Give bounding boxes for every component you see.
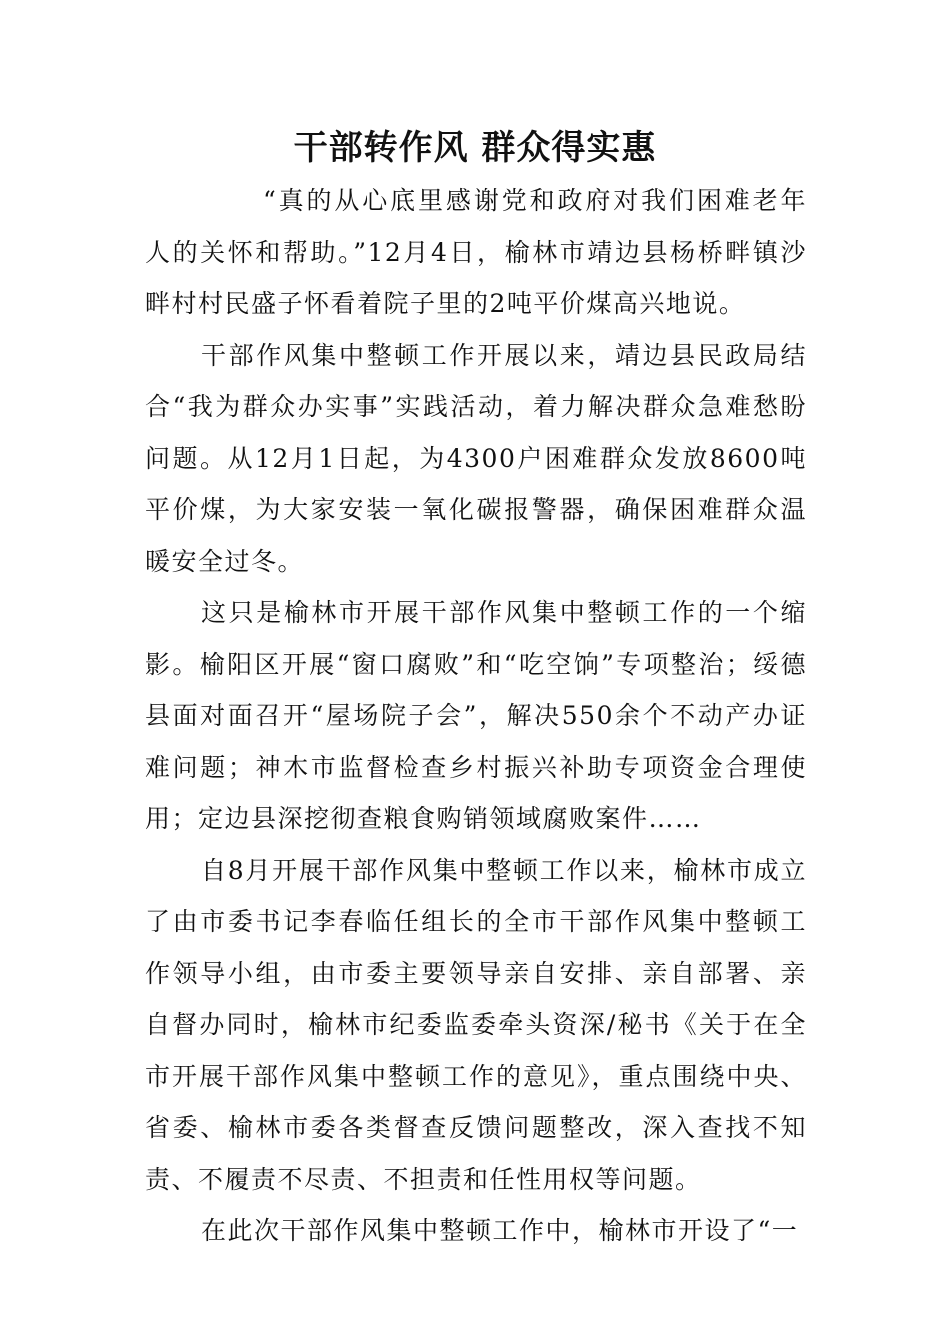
document-body [145,175,807,1257]
paragraph-2: 干部作风集中整顿工作开展以来，靖边县民政局结合“我为群众办实事”实践活动，着力解决群众急难愁盼问题。从12月1日起，为4300户困难群众发放8600吨平价煤，为大家安装一氧化碳报警器，确保困难群众温暖安全过冬。 [145,340,807,576]
paragraph-3: 这只是榆林市开展干部作风集中整顿工作的一个缩影。榆阳区开展“窗口腐败”和“吃空饷”专项整治；绥德县面对面召开“屋场院子会”，解决550余个不动产办证难问题；神木市监督检查乡村振兴补助专项资金合理使用；定边县深挖彻查粮食购销领域腐败案件…… [145,598,807,833]
paragraph-5: 在此次干部作风集中整顿工作中，榆林市开设了“一 [201,1216,799,1245]
paragraph-4: 自8月开展干部作风集中整顿工作以来，榆林市成立了由市委书记李春临任组长的全市干部作风集中整顿工作领导小组，由市委主要领导亲自安排、亲自部署、亲自督办同时，榆林市纪委监委牵头资深/秘书《关于在全市开展干部作风集中整顿工作的意见》，重点围绕中央、省委、榆林市委各类督查反馈问题整改，深入查找不知责、不履责不尽责、不担责和任性用权等问题。 [145,855,807,1194]
paragraph-1: “真的从心底里感谢党和政府对我们困难老年人的关怀和帮助。”12月4日，榆林市靖边县杨桥畔镇沙畔村村民盛子怀看着院子里的2吨平价煤高兴地说。 [145,186,807,318]
document-title: 干部转作风 群众得实惠 [293,128,657,168]
